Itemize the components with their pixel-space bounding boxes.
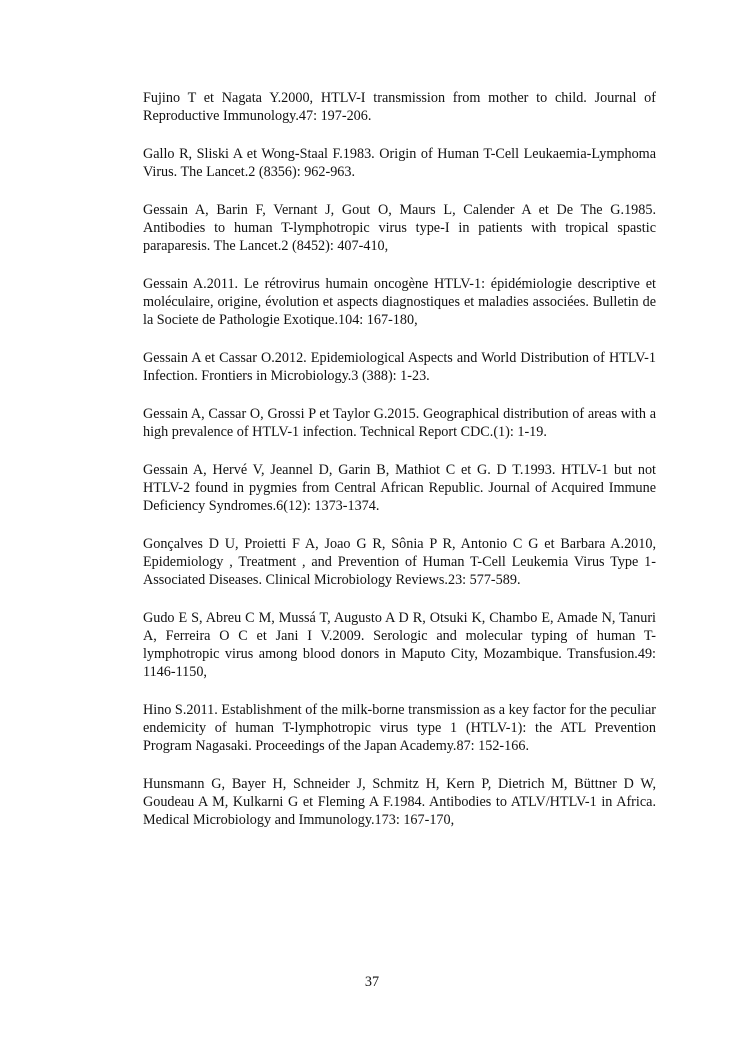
page-number: 37 (364, 974, 380, 990)
reference-entry: Gonçalves D U, Proietti F A, Joao G R, Sônia P R, Antonio C G et Barbara A.2010, Epidemiology , Treatment , and Prevention of Human T-Cell Leukemia Virus Type 1-Associated Diseases. Clinical Microbiology Reviews.23: 577-589. (143, 536, 656, 588)
reference-entry: Gessain A, Hervé V, Jeannel D, Garin B, Mathiot C et G. D T.1993. HTLV-1 but not HTLV-2 found in pygmies from Central African Republic. Journal of Acquired Immune Deficiency Syndromes.6(12): 1373-1374. (143, 462, 656, 514)
reference-entry: Gessain A, Barin F, Vernant J, Gout O, Maurs L, Calender A et De The G.1985. Antibodies to human T-lymphotropic virus type-I in patients with tropical spastic paraparesis. The Lancet.2 (8452): 407-410, (143, 202, 656, 254)
reference-entry: Gessain A, Cassar O, Grossi P et Taylor G.2015. Geographical distribution of areas with a high prevalence of HTLV-1 infection. Technical Report CDC.(1): 1-19. (143, 406, 656, 440)
reference-entry: Hino S.2011. Establishment of the milk-borne transmission as a key factor for the peculiar endemicity of human T-lymphotropic virus type 1 (HTLV-1): the ATL Prevention Program Nagasaki. Proceedings of the Japan Academy.87: 152-166. (143, 702, 656, 754)
reference-entry: Fujino T et Nagata Y.2000, HTLV-I transmission from mother to child. Journal of Reproductive Immunology.47: 197-206. (143, 90, 656, 124)
reference-entry: Gudo E S, Abreu C M, Mussá T, Augusto A D R, Otsuki K, Chambo E, Amade N, Tanuri A, Ferreira O C et Jani I V.2009. Serologic and molecular typing of human T-lymphotropic virus among blood donors in Maputo City, Mozambique. Transfusion.49: 1146-1150, (143, 610, 656, 680)
reference-entry: Gallo R, Sliski A et Wong-Staal F.1983. Origin of Human T-Cell Leukaemia-Lymphoma Virus. The Lancet.2 (8356): 962-963. (143, 146, 656, 180)
reference-entry: Gessain A.2011. Le rétrovirus humain oncogène HTLV-1: épidémiologie descriptive et moléculaire, origine, évolution et aspects diagnostiques et maladies associées. Bulletin de la Societe de Pathologie Exotique.104: 167-180, (143, 276, 656, 328)
reference-entry: Gessain A et Cassar O.2012. Epidemiological Aspects and World Distribution of HTLV-1 Infection. Frontiers in Microbiology.3 (388): 1-23. (143, 350, 656, 384)
reference-entry: Hunsmann G, Bayer H, Schneider J, Schmitz H, Kern P, Dietrich M, Büttner D W, Goudeau A M, Kulkarni G et Fleming A F.1984. Antibodies to ATLV/HTLV-1 in Africa. Medical Microbiology and Immunology.173: 167-170, (143, 776, 656, 828)
reference-list (143, 89, 656, 849)
